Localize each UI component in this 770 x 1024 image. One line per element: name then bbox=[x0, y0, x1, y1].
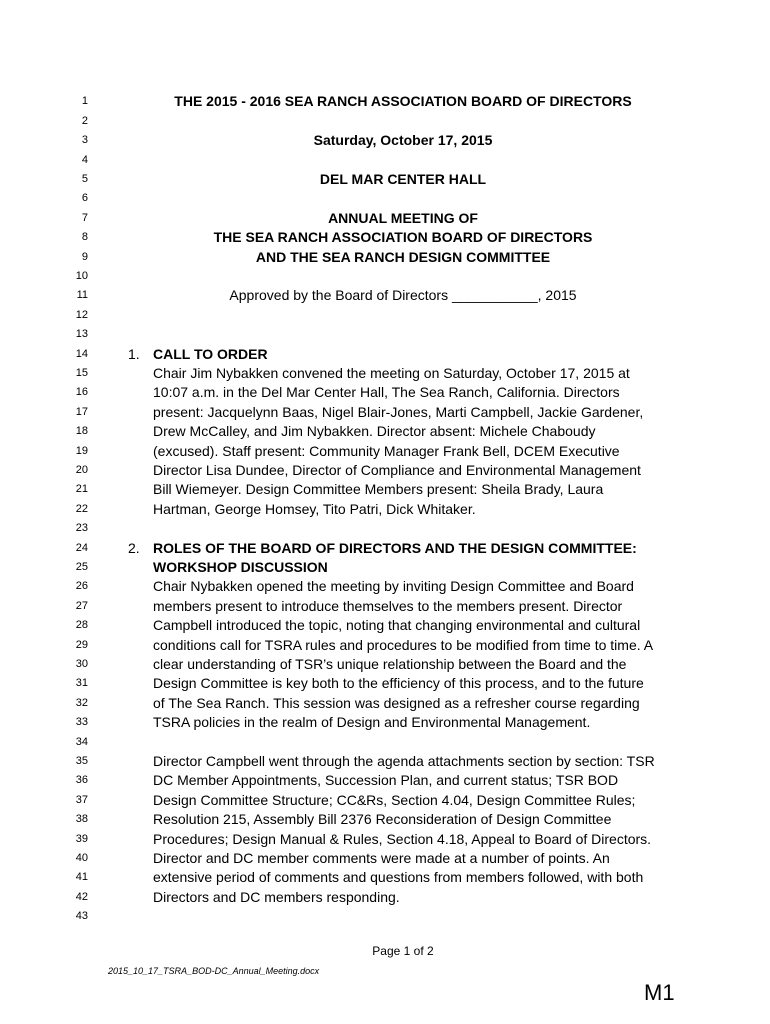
line-number: 6 bbox=[81, 192, 88, 204]
line-number: 19 bbox=[75, 445, 88, 457]
line-number: 25 bbox=[75, 561, 88, 573]
line-number: 18 bbox=[75, 425, 88, 437]
line-number: 31 bbox=[75, 677, 88, 689]
body-line: Hartman, George Homsey, Tito Patri, Dick Whitaker. bbox=[153, 501, 476, 517]
body-line: Chair Nybakken opened the meeting by inviting Design Committee and Board bbox=[153, 578, 634, 594]
body-line: Drew McCalley, and Jim Nybakken. Director absent: Michele Chaboudy bbox=[153, 423, 596, 439]
line-number: 28 bbox=[75, 619, 88, 631]
meeting-title-line: AND THE SEA RANCH DESIGN COMMITTEE bbox=[255, 249, 551, 265]
line-number: 17 bbox=[75, 406, 88, 418]
body-line: of The Sea Ranch. This session was designed as a refresher course regarding bbox=[153, 695, 640, 711]
body-line: Design Committee Structure; CC&Rs, Section 4.04, Design Committee Rules; bbox=[153, 792, 636, 808]
line-number: 38 bbox=[75, 813, 88, 825]
body-line: Procedures; Design Manual & Rules, Section 4.18, Appeal to Board of Directors. bbox=[153, 831, 652, 847]
line-number: 1 bbox=[81, 95, 88, 107]
line-number: 34 bbox=[75, 736, 88, 748]
section-heading: ROLES OF THE BOARD OF DIRECTORS AND THE DESIGN COMMITTEE: bbox=[153, 540, 637, 556]
line-number: 2 bbox=[81, 115, 88, 127]
meeting-date: Saturday, October 17, 2015 bbox=[313, 132, 493, 148]
line-number: 36 bbox=[75, 774, 88, 786]
body-line: Director and DC member comments were made at a number of points. An bbox=[153, 850, 610, 866]
line-number: 30 bbox=[75, 658, 88, 670]
line-number: 37 bbox=[75, 794, 88, 806]
body-line: Directors and DC members responding. bbox=[153, 889, 400, 905]
approval-line: Approved by the Board of Directors ___________, 2015 bbox=[229, 287, 577, 303]
line-number: 33 bbox=[75, 716, 88, 728]
section-number: 1. bbox=[128, 346, 140, 362]
line-number: 14 bbox=[75, 348, 88, 360]
document-title: THE 2015 - 2016 SEA RANCH ASSOCIATION BOARD OF DIRECTORS bbox=[174, 93, 632, 109]
line-number: 35 bbox=[75, 755, 88, 767]
meeting-title-line: THE SEA RANCH ASSOCIATION BOARD OF DIRECTORS bbox=[213, 229, 593, 245]
body-line: conditions call for TSRA rules and procedures to be modified from time to time. A bbox=[153, 637, 654, 653]
line-number: 29 bbox=[75, 639, 88, 651]
line-number: 10 bbox=[75, 270, 88, 282]
body-line: clear understanding of TSR’s unique relationship between the Board and the bbox=[153, 656, 627, 672]
body-line: present: Jacquelynn Baas, Nigel Blair-Jones, Marti Campbell, Jackie Gardener, bbox=[153, 404, 644, 420]
body-line: Director Campbell went through the agenda attachments section by section: TSR bbox=[153, 753, 655, 769]
body-line: Bill Wiemeyer. Design Committee Members present: Sheila Brady, Laura bbox=[153, 481, 604, 497]
line-number: 22 bbox=[75, 503, 88, 515]
body-line: (excused). Staff present: Community Manager Frank Bell, DCEM Executive bbox=[153, 443, 620, 459]
line-number: 32 bbox=[75, 697, 88, 709]
exhibit-mark: M1 bbox=[644, 980, 675, 1005]
line-number: 15 bbox=[75, 367, 88, 379]
body-line: members present to introduce themselves to the members present. Director bbox=[153, 598, 623, 614]
line-number: 20 bbox=[75, 464, 88, 476]
line-number: 43 bbox=[75, 910, 88, 922]
line-number: 42 bbox=[75, 891, 88, 903]
line-number: 21 bbox=[75, 483, 88, 495]
body-line: Resolution 215, Assembly Bill 2376 Reconsideration of Design Committee bbox=[153, 811, 612, 827]
body-line: Design Committee is key both to the efficiency of this process, and to the future bbox=[153, 675, 644, 691]
body-line: 10:07 a.m. in the Del Mar Center Hall, The Sea Ranch, California. Directors bbox=[153, 384, 620, 400]
line-number: 7 bbox=[81, 212, 88, 224]
line-number: 27 bbox=[75, 600, 88, 612]
line-number: 16 bbox=[75, 386, 88, 398]
line-number: 5 bbox=[81, 173, 88, 185]
page-number: Page 1 of 2 bbox=[372, 944, 434, 958]
body-line: extensive period of comments and questions from members followed, with both bbox=[153, 869, 644, 885]
line-number: 11 bbox=[76, 289, 88, 301]
body-line: Director Lisa Dundee, Director of Compliance and Environmental Management bbox=[153, 462, 641, 478]
section-number: 2. bbox=[128, 540, 140, 556]
line-number: 24 bbox=[75, 542, 88, 554]
line-number: 41 bbox=[75, 871, 88, 883]
line-number: 12 bbox=[75, 309, 88, 321]
line-number: 23 bbox=[75, 522, 88, 534]
line-number: 8 bbox=[81, 231, 88, 243]
line-number: 26 bbox=[75, 580, 88, 592]
meeting-title-line: ANNUAL MEETING OF bbox=[328, 210, 478, 226]
line-number: 9 bbox=[81, 251, 88, 263]
body-line: TSRA policies in the realm of Design and Environmental Management. bbox=[153, 714, 591, 730]
meeting-venue: DEL MAR CENTER HALL bbox=[319, 171, 487, 187]
section-heading: WORKSHOP DISCUSSION bbox=[153, 559, 328, 575]
body-line: DC Member Appointments, Succession Plan, and current status; TSR BOD bbox=[153, 772, 619, 788]
line-number: 3 bbox=[81, 134, 88, 146]
line-number: 40 bbox=[75, 852, 88, 864]
line-number: 13 bbox=[75, 328, 88, 340]
line-number: 4 bbox=[81, 154, 88, 166]
footer-filename: 2015_10_17_TSRA_BOD-DC_Annual_Meeting.docx bbox=[108, 966, 320, 976]
section-heading: CALL TO ORDER bbox=[153, 346, 268, 362]
line-number: 39 bbox=[75, 833, 88, 845]
body-line: Campbell introduced the topic, noting that changing environmental and cultural bbox=[153, 617, 641, 633]
body-line: Chair Jim Nybakken convened the meeting on Saturday, October 17, 2015 at bbox=[153, 365, 630, 381]
